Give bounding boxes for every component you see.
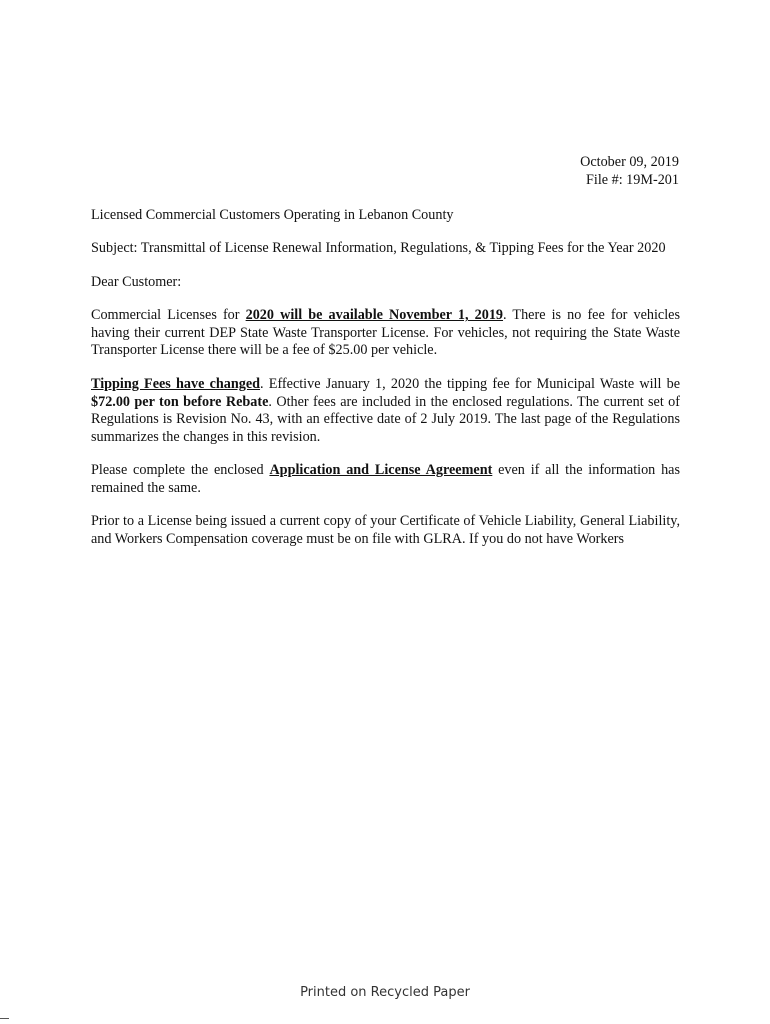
para3-text-start: Please complete the enclosed [91,462,270,478]
tipping-fee-amount: $72.00 per ton before Rebate [91,393,269,410]
tipping-fees-heading: Tipping Fees have changed [91,376,261,392]
file-number: File #: 19M-201 [585,171,679,188]
para1-text-start: Commercial Licenses for [91,307,246,323]
paragraph-tipping-fees [91,376,680,446]
para3-text-end: even if all the information has remained the same. [91,462,680,496]
para2-text-middle: . Effective January 1, 2020 the tipping fee for Municipal Waste will be [260,376,680,392]
paragraph-insurance: Prior to a License being issued a current copy of your Certificate of Vehicle Liability, General Liability, and Workers Compensation coverage must be on file with GLRA. If you do not have Workers [91,513,680,547]
availability-date-emphasis: 2020 will be available November 1, 2019 [245,307,504,323]
letter-date: October 09, 2019 [580,154,679,170]
para2-text-end: . Other fees are included in the enclosed regulations. The current set of Regulations is Revision No. 43, with an effective date of 2 July 2019. The last page of the Regulations summarizes the changes in this revision. [91,393,680,445]
recipient-line: Licensed Commercial Customers Operating in Lebanon County [91,207,454,223]
page-edge-mark [0,1018,9,1019]
subject-line: Subject: Transmittal of License Renewal Information, Regulations, & Tipping Fees for the Year 2020 [91,240,666,256]
paragraph-application [91,462,680,497]
application-agreement-emphasis: Application and License Agreement [269,462,493,478]
paragraph-license-availability [91,307,680,360]
salutation: Dear Customer: [91,274,182,290]
footer-recycled-paper: Printed on Recycled Paper [300,985,470,1000]
para1-text-end: . There is no fee for vehicles having their current DEP State Waste Transporter License. For vehicles, not requiring the State Waste Transporter License there will be a fee of $25.00 per vehicle. [91,307,680,359]
date-block [580,154,679,189]
